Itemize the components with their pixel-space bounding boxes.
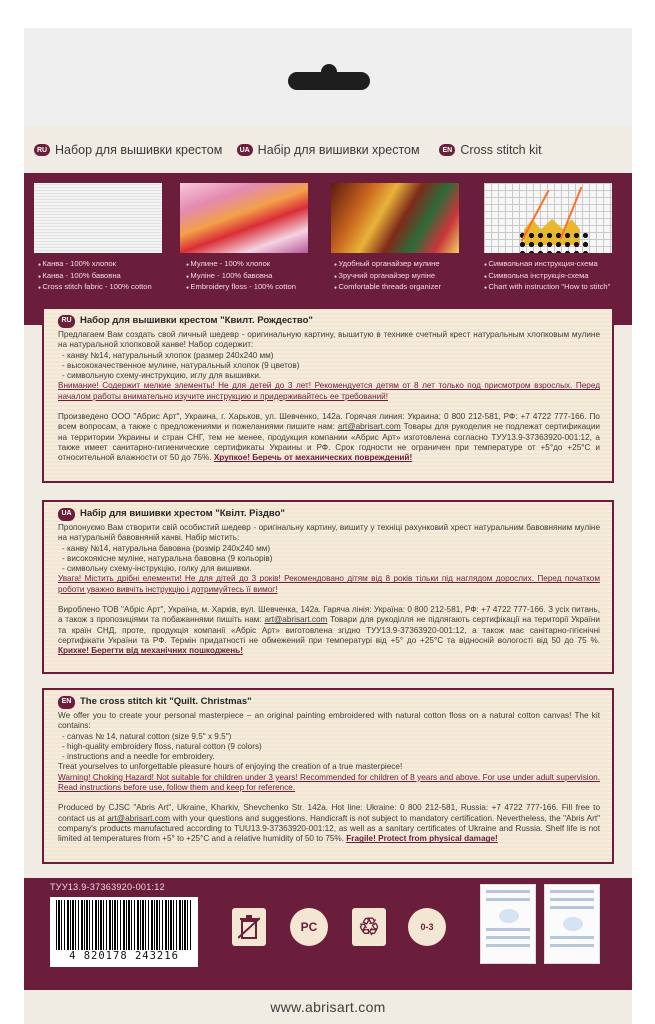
feature-caption: ● Удобный органайзер мулине ● Зручний органайзер муліне ● Comfortable threads organizer: [334, 259, 474, 294]
card-title: UA Набір для вишивки хрестом "Квілт. Різдво": [58, 508, 600, 521]
fragile-text: Fragile! Protect from physical damage!: [346, 834, 498, 844]
card-intro: Пропонуємо Вам створити свій особистий шедевр - оригінальну картину, вишиту у техніці рахунковий хрест натуральним бавовняним муліне на натуральній бавовняній канві. Набір містить:: [58, 523, 600, 543]
header-title-en: [429, 143, 632, 157]
certificate-image: [544, 884, 600, 964]
lang-badge: UA: [58, 508, 75, 521]
trash-bin-icon: [232, 908, 266, 946]
barcode-number: 4 820178 243216: [69, 950, 179, 962]
treat-text: Treat yourselves to unforgettable pleasure hours of enjoying the creation of a true masterpiece!: [58, 762, 403, 772]
barcode-bars: [56, 900, 192, 950]
email-link[interactable]: art@abrisart.com: [107, 813, 171, 823]
kit-item: - символьну схему-інструкцію, голку для вишивки.: [62, 564, 252, 574]
recycle-icon: ♲: [352, 908, 386, 946]
fragile-text: Крихке! Берегти від механічних пошкоджень!: [58, 646, 243, 656]
lang-badge: UA: [237, 144, 253, 156]
certificate-image: [480, 884, 536, 964]
website-link[interactable]: www.abrisart.com: [270, 999, 386, 1015]
card-ua: [42, 500, 614, 674]
lang-badge: EN: [439, 144, 455, 156]
kit-item: - high-quality embroidery floss, natural cotton (9 colors): [62, 741, 262, 751]
organizer-photo: [331, 183, 459, 253]
warning-text: Warning! Choking Hazard! Not suitable for children under 3 years! Recommended for children of 8 years and above. For use under adult supervision. Read instructions before use, follow them and keep for reference.: [58, 772, 600, 793]
kit-item: - символьную схему-инструкцию, иглу для вышивки.: [62, 371, 262, 381]
floss-photo: [180, 183, 308, 253]
header-title-ua: [227, 143, 430, 157]
eco-badge-icon: PC: [290, 908, 328, 946]
email-link[interactable]: art@abrisart.com: [337, 422, 401, 432]
barcode: [50, 897, 198, 967]
header-title-text: Набор для вышивки крестом: [55, 143, 223, 157]
header-title-text: Cross stitch kit: [460, 143, 542, 157]
warning-text: Увага! Містить дрібні елементи! Не для дітей до 3 років! Рекомендовано дітям від 8 років тільки під наглядом дорослих. Перед початком роботи уважно вивчіть інструкцію і дотримуйтесь її вимог!: [58, 574, 600, 594]
card-title: EN The cross stitch kit "Quilt. Christmas": [58, 696, 600, 709]
producer-text: Произведено ООО "Абрис Арт", Украина, г. Харьков, ул. Шевченко, 142а. Горячая линия: Украина: 0 800 212-581, РФ: +7 4722 777-166. По всем вопросам, а также с предложениями и пожеланиями пишите нам: art@abrisart.com Товары для рукоделия не подлежат сертификации на территории Украины и стран СНГ, тем не менее, продукция компании «Абрис Арт» изготовлена согласно ТУУ13.9-37363920-001:12, а также имеет санитарно-гигиенические сертификаты Украины и РФ. Срок годности не ограничен при температуре от +5°до +25°С и относительной влажности от 50 до 75%. Хрупкое! Беречь от механических повреждений!: [58, 412, 600, 463]
header-title-ru: [24, 143, 227, 157]
package-back: [24, 28, 632, 1024]
lang-badge: RU: [58, 315, 75, 328]
feature-caption: ● Символьная инструкция-схема ● Символьна інструкція-схема ● Chart with instruction "How to stitch": [484, 259, 630, 294]
card-intro: We offer you to create your personal masterpiece – an original painting embroidered with natural cotton floss on a natural cotton canvas! The kit contains:: [58, 711, 600, 731]
header-title-text: Набір для вишивки хрестом: [257, 143, 420, 157]
card-title: RU Набор для вышивки крестом "Квилт. Рождество": [58, 315, 600, 328]
kit-item: - канву №14, натуральна бавовна (розмір 240х240 мм): [62, 543, 271, 553]
lang-badge: RU: [34, 144, 50, 156]
card-en: [42, 688, 614, 864]
lang-badge: EN: [58, 696, 75, 709]
tu-code: ТУУ13.9-37363920-001:12: [50, 882, 165, 892]
email-link[interactable]: art@abrisart.com: [264, 615, 328, 625]
canvas-photo: [34, 183, 162, 253]
hang-hole: [288, 72, 370, 90]
fragile-text: Хрупкое! Беречь от механических повреждений!: [213, 453, 413, 463]
chart-photo: [484, 183, 612, 253]
age-restriction-icon: 0-3: [408, 908, 446, 946]
kit-item: - канву №14, натуральный хлопок (размер 240х240 мм): [62, 350, 274, 360]
warning-text: Внимание! Содержит мелкие элементы! Не для детей до 3 лет! Рекомендуется детям от 8 лет только под присмотром взрослых. Перед началом работы внимательно изучите инструкцию и придерживайтесь ее требований!: [58, 381, 600, 401]
header-titles: [24, 132, 632, 168]
kit-item: - canvas № 14, natural cotton (size 9.5" x 9.5"): [62, 731, 232, 741]
feature-caption: ● Канва - 100% хлопок ● Канва - 100% бавовна ● Cross stitch fabric - 100% cotton: [38, 259, 178, 294]
hang-tab: [24, 28, 632, 126]
producer-text: Produced by CJSC "Abris Art", Ukraine, Kharkiv, Shevchenko Str. 142a. Hot line: Ukraine: 0 800 212-581, Russia: +7 4722 777-166. Fill free to contact us at art@abrisart.com with your questions and suggestions. Handicraft is not subject to mandatory certification. Nevertheless, the "Abris Art" company's products manufactured according to TUU13.9-37363920-001:12, as well as a sanitary certificates of Ukraine and Russia. Shelf life is not limited at temperatures from +5° to +25°C and a relative humidity of 50 to 75%. Fragile! Protect from physical damage!: [58, 803, 600, 844]
card-intro: Предлагаем Вам создать свой личный шедевр - оригинальную картину, вышитую в технике счетный крест натуральным хлопковым мулине на натуральной хлопковой канве! Набор содержит:: [58, 330, 600, 350]
feature-caption: ● Мулине - 100% хлопок ● Муліне - 100% бавовна ● Embroidery floss - 100% cotton: [186, 259, 326, 294]
features-band: [24, 173, 632, 325]
card-ru: [42, 307, 614, 483]
kit-item: - высококачественное мулине, натуральный хлопок (9 цветов): [62, 360, 300, 370]
producer-text: Вироблено ТОВ "Абріс Арт", Україна, м. Харків, вул. Шевченка, 142а. Гаряча лінія: Україна: 0 800 212-581, РФ: +7 4722 777-166. З усіх питань, а також з пропозиціями та побажаннями пишіть нам: art@abrisart.com Товари для рукоділля не підлягають сертифікації на території України та країн СНД, проте, продукція компанії «Абріс Арт» виготовлена згідно ТУУ13.9-37363920-001:12, а також має санітарно-гігієнічні сертифікати України та РФ. Термін придатності не обмежений при температурі від +5° до +25°С та відносній вологості від 50 до 75 %. Крихке! Берегти від механічних пошкоджень!: [58, 605, 600, 656]
bottom-band: [24, 878, 632, 990]
kit-item: - високоякісне муліне, натуральна бавовна (9 кольорів): [62, 553, 273, 563]
kit-item: - instructions and a needle for embroidery.: [62, 752, 215, 762]
